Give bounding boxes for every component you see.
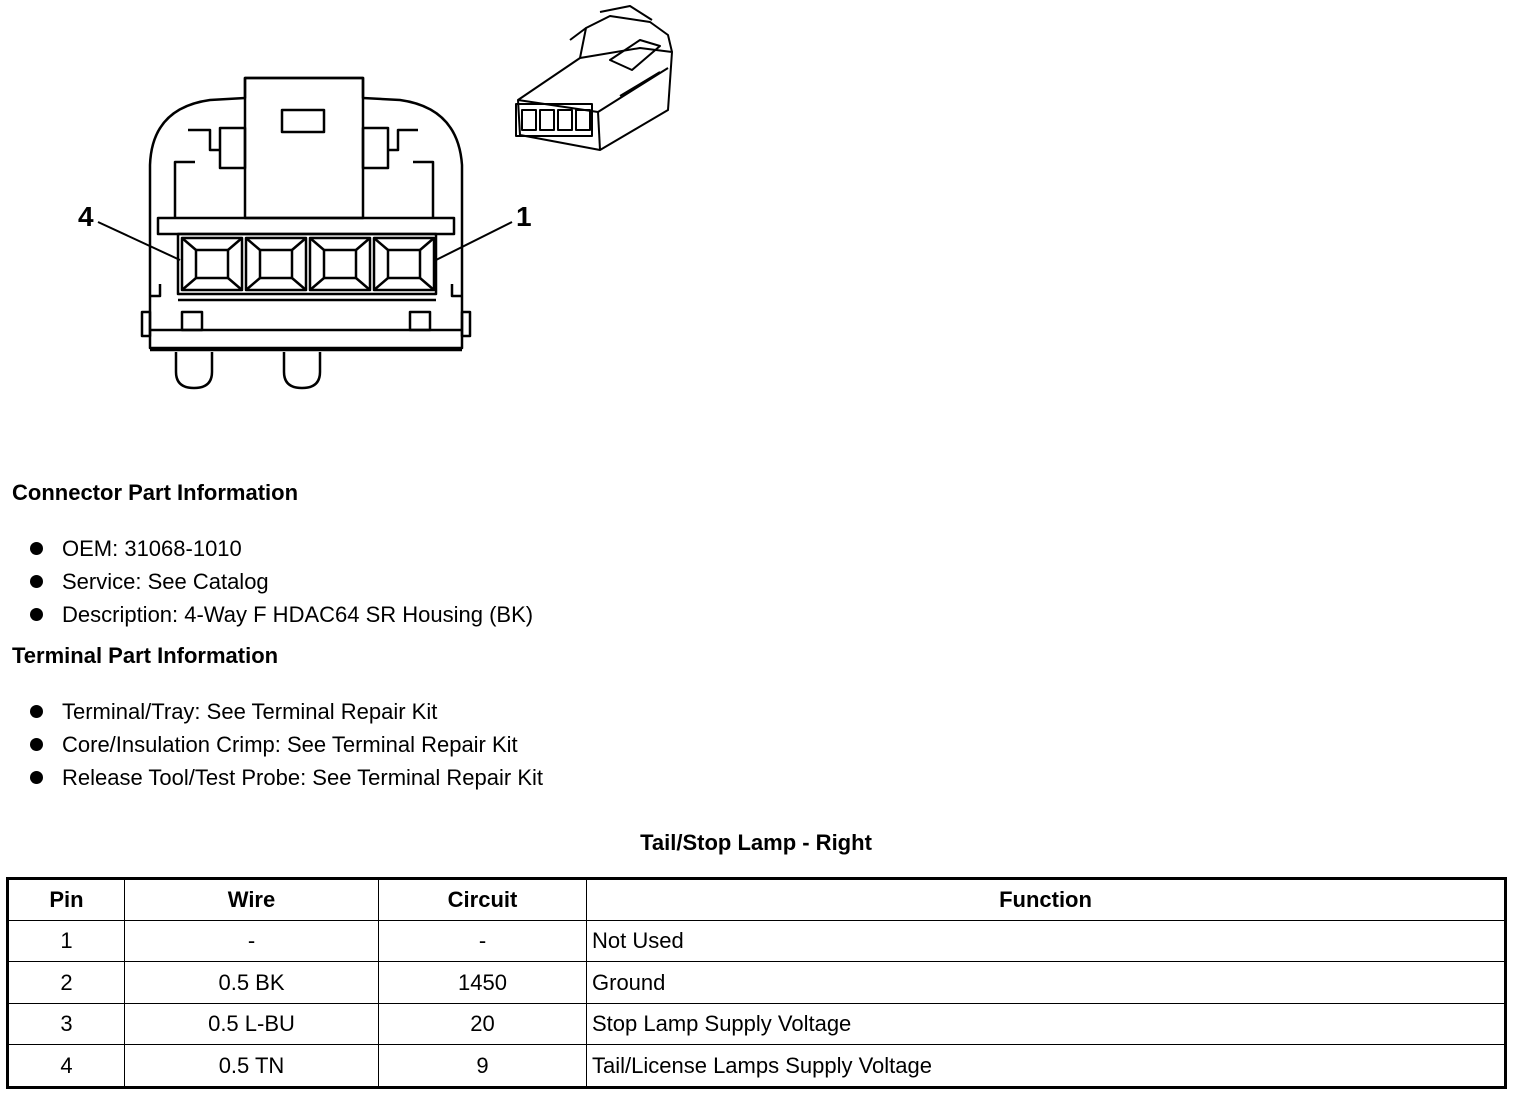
cell-pin: 2 [8,962,125,1003]
header-function: Function [587,879,1506,921]
cell-function: Not Used [587,921,1506,962]
pin-label-4: 4 [78,201,94,232]
bullet-icon [30,771,43,784]
terminal-info-title: Terminal Part Information [12,643,279,668]
list-item: Description: 4-Way F HDAC64 SR Housing (BK) [28,598,533,631]
cell-wire: 0.5 L-BU [125,1003,379,1044]
connector-info-list [28,532,533,631]
cell-wire: - [125,921,379,962]
header-circuit: Circuit [379,879,587,921]
cell-pin: 3 [8,1003,125,1044]
cell-wire: 0.5 TN [125,1045,379,1088]
header-pin: Pin [8,879,125,921]
bullet-icon [30,738,43,751]
connector-diagram [0,0,700,400]
cell-pin: 4 [8,1045,125,1088]
list-item: Service: See Catalog [28,565,533,598]
pin-label-1: 1 [516,201,532,232]
cell-wire: 0.5 BK [125,962,379,1003]
bullet-icon [30,608,43,621]
table-caption: Tail/Stop Lamp - Right [640,830,872,855]
terminal-info-list [28,695,543,794]
cell-circuit: 1450 [379,962,587,1003]
table-row [8,1045,1506,1088]
list-item: OEM: 31068-1010 [28,532,533,565]
cell-pin: 1 [8,921,125,962]
bullet-icon [30,705,43,718]
table-row [8,921,1506,962]
cell-function: Ground [587,962,1506,1003]
list-item: Release Tool/Test Probe: See Terminal Repair Kit [28,761,543,794]
bullet-icon [30,542,43,555]
connector-info-title: Connector Part Information [12,480,299,505]
table-row [8,962,1506,1003]
connector-3d-view [516,6,672,150]
table-row [8,1003,1506,1044]
table-header-row [8,879,1506,921]
list-item: Core/Insulation Crimp: See Terminal Repair Kit [28,728,543,761]
header-wire: Wire [125,879,379,921]
cell-circuit: 20 [379,1003,587,1044]
cell-circuit: - [379,921,587,962]
bullet-icon [30,575,43,588]
cell-circuit: 9 [379,1045,587,1088]
pinout-table [6,877,1507,1089]
list-item: Terminal/Tray: See Terminal Repair Kit [28,695,543,728]
cell-function: Tail/License Lamps Supply Voltage [587,1045,1506,1088]
cell-function: Stop Lamp Supply Voltage [587,1003,1506,1044]
